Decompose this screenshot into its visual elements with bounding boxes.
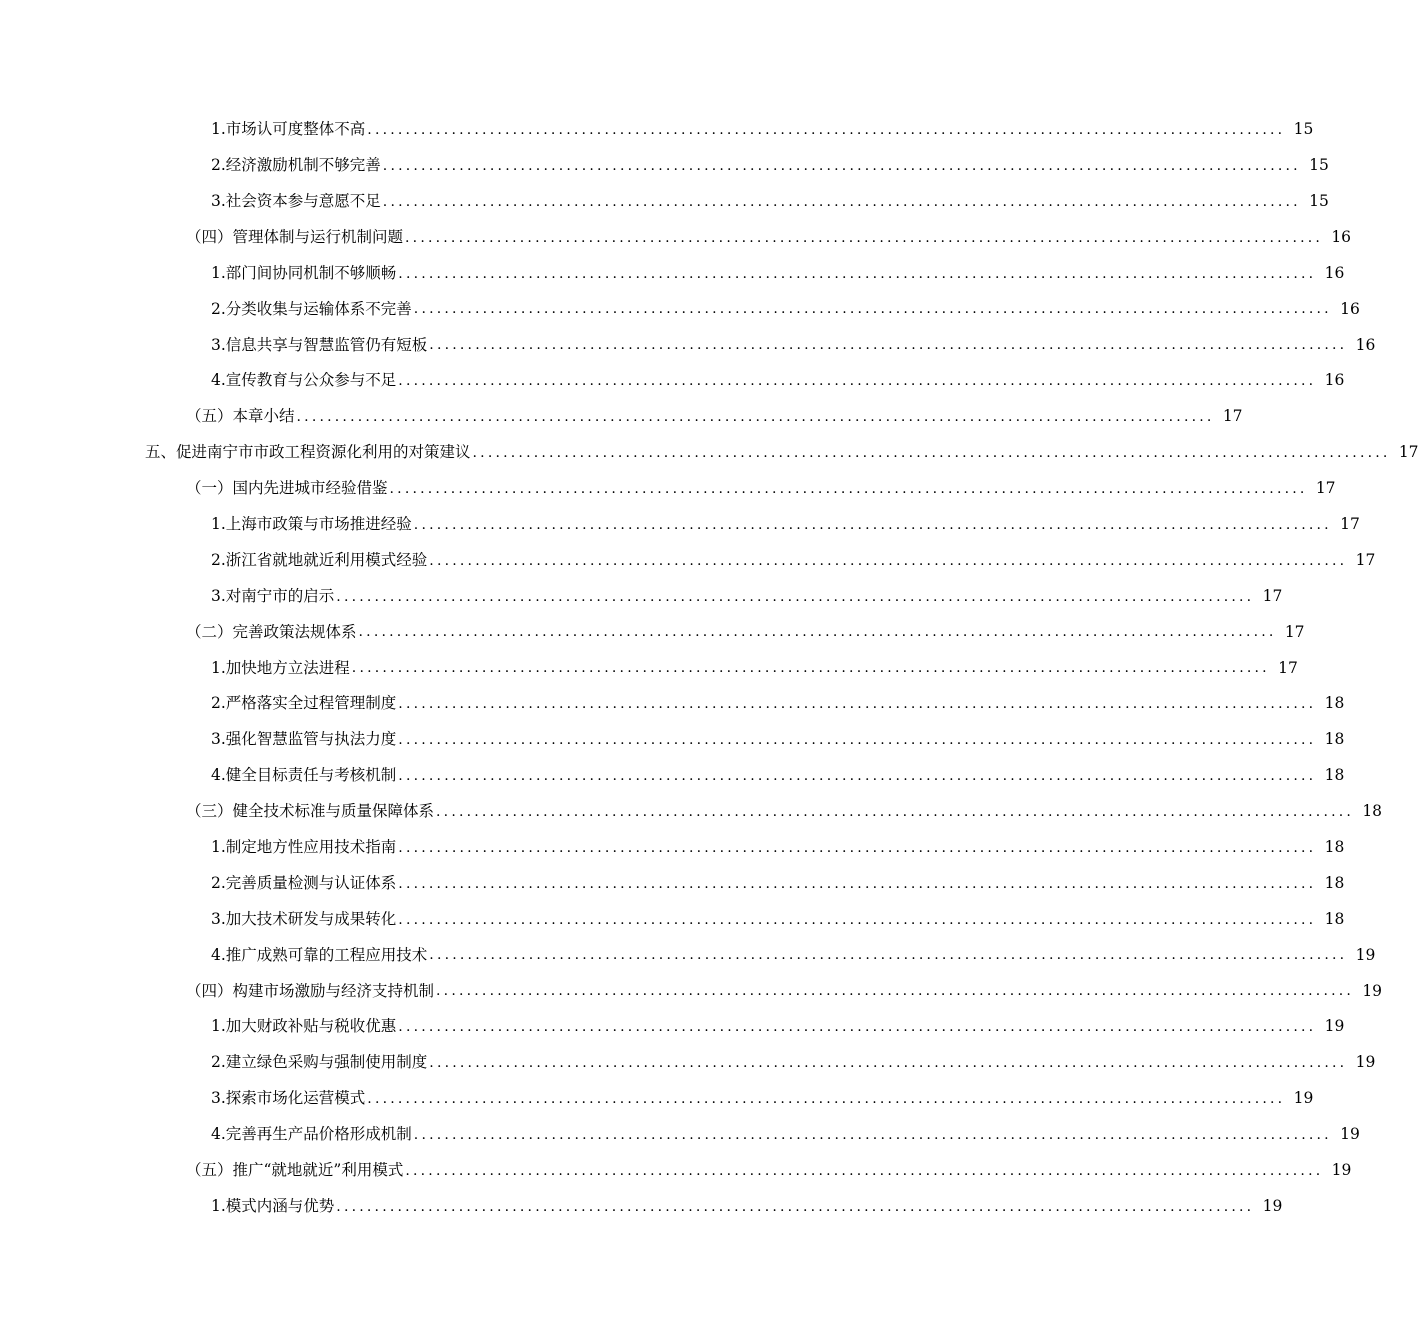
- toc-dot-leader: ........................................................................................................................: [398, 732, 1317, 749]
- toc-dot-leader: ........................................................................................................................: [405, 1162, 1324, 1179]
- toc-entry[interactable]: [0, 1153, 1352, 1189]
- toc-entry-title: 2.完善质量检测与认证体系: [211, 873, 397, 892]
- toc-entry-title: 3.对南宁市的启示: [211, 586, 335, 605]
- toc-entry-title: （五）本章小结: [186, 407, 295, 426]
- toc-dot-leader: ........................................................................................................................: [398, 839, 1317, 856]
- toc-entry[interactable]: [0, 866, 1345, 902]
- toc-page-number: 19: [1362, 981, 1383, 1000]
- toc-entry-title: （二）完善政策法规体系: [186, 622, 357, 641]
- toc-page-number: 18: [1324, 873, 1345, 892]
- toc-entry[interactable]: [0, 112, 1314, 148]
- toc-entry-title: 1.上海市政策与市场推进经验: [211, 514, 412, 533]
- toc-page-number: 19: [1324, 1017, 1345, 1036]
- toc-entry[interactable]: [0, 148, 1329, 184]
- table-of-contents: [0, 112, 1419, 1225]
- toc-page-number: 16: [1331, 227, 1352, 246]
- toc-dot-leader: ........................................................................................................................: [398, 1019, 1317, 1036]
- toc-page-number: 17: [1340, 514, 1360, 533]
- toc-page-number: 19: [1355, 1053, 1376, 1072]
- toc-entry[interactable]: [0, 471, 1336, 507]
- toc-entry-title: 3.加大技术研发与成果转化: [211, 909, 397, 928]
- toc-page-number: 17: [1222, 407, 1243, 426]
- toc-entry-title: 4.推广成熟可靠的工程应用技术: [211, 945, 428, 964]
- toc-dot-leader: ........................................................................................................................: [472, 444, 1391, 461]
- toc-entry-title: 2.严格落实全过程管理制度: [211, 694, 397, 713]
- toc-dot-leader: ........................................................................................................................: [429, 337, 1348, 354]
- toc-page-number: 18: [1324, 694, 1345, 713]
- toc-dot-leader: ........................................................................................................................: [429, 1055, 1348, 1072]
- toc-entry[interactable]: [0, 399, 1243, 435]
- toc-page-number: 17: [1284, 622, 1305, 641]
- toc-entry[interactable]: [0, 973, 1383, 1009]
- toc-page-number: 18: [1324, 838, 1345, 856]
- toc-entry[interactable]: [0, 830, 1345, 866]
- toc-page-number: 17: [1278, 658, 1298, 677]
- toc-dot-leader: ........................................................................................................................: [413, 516, 1332, 533]
- toc-dot-leader: ........................................................................................................................: [367, 1090, 1286, 1107]
- toc-entry[interactable]: [0, 722, 1345, 758]
- toc-entry[interactable]: [0, 650, 1298, 686]
- toc-dot-leader: ........................................................................................................................: [382, 193, 1301, 210]
- toc-dot-leader: ........................................................................................................................: [398, 911, 1317, 928]
- toc-page-number: 18: [1324, 909, 1345, 928]
- toc-entry-title: 五、促进南宁市市政工程资源化利用的对策建议: [145, 443, 471, 462]
- toc-entry[interactable]: [0, 256, 1345, 292]
- toc-entry[interactable]: [0, 184, 1329, 220]
- toc-dot-leader: ........................................................................................................................: [398, 767, 1317, 784]
- toc-entry-title: 2.建立绿色采购与强制使用制度: [211, 1053, 428, 1072]
- toc-page-number: 17: [1355, 550, 1376, 569]
- toc-page-number: 19: [1262, 1196, 1283, 1215]
- toc-entry-title: （三）健全技术标准与质量保障体系: [186, 802, 435, 821]
- toc-entry[interactable]: [0, 1009, 1345, 1045]
- toc-entry-title: （四）管理体制与运行机制问题: [186, 227, 404, 246]
- toc-dot-leader: ........................................................................................................................: [382, 157, 1301, 174]
- toc-page-number: 18: [1324, 730, 1345, 749]
- toc-page-number: 16: [1324, 263, 1345, 282]
- toc-entry[interactable]: [0, 220, 1352, 256]
- toc-dot-leader: ........................................................................................................................: [296, 409, 1215, 426]
- toc-entry-title: 2.分类收集与运输体系不完善: [211, 299, 412, 318]
- toc-dot-leader: ........................................................................................................................: [367, 121, 1286, 138]
- toc-page-number: 15: [1293, 120, 1314, 139]
- toc-entry[interactable]: [0, 1045, 1376, 1081]
- toc-entry-title: （四）构建市场激励与经济支持机制: [186, 981, 435, 1000]
- toc-dot-leader: ........................................................................................................................: [436, 803, 1355, 820]
- toc-entry[interactable]: [0, 902, 1345, 938]
- toc-dot-leader: ........................................................................................................................: [413, 1126, 1332, 1143]
- toc-entry[interactable]: [0, 507, 1360, 543]
- toc-entry[interactable]: [0, 363, 1345, 399]
- toc-entry[interactable]: [0, 1081, 1314, 1117]
- toc-entry-title: 1.制定地方性应用技术指南: [211, 838, 397, 856]
- toc-dot-leader: ........................................................................................................................: [351, 660, 1270, 677]
- toc-page-number: 19: [1355, 945, 1376, 964]
- toc-page-number: 19: [1340, 1125, 1360, 1144]
- toc-entry-title: 1.加快地方立法进程: [211, 658, 350, 677]
- toc-entry-title: 3.强化智慧监管与执法力度: [211, 730, 397, 749]
- toc-dot-leader: ........................................................................................................................: [413, 301, 1332, 318]
- toc-entry-title: 1.市场认可度整体不高: [211, 120, 366, 139]
- toc-dot-leader: ........................................................................................................................: [389, 480, 1308, 497]
- toc-page-number: 16: [1340, 299, 1360, 318]
- toc-dot-leader: ........................................................................................................................: [336, 588, 1255, 605]
- toc-page-number: 18: [1324, 766, 1345, 785]
- toc-dot-leader: ........................................................................................................................: [398, 373, 1317, 390]
- toc-dot-leader: ........................................................................................................................: [398, 696, 1317, 713]
- toc-page-number: 15: [1309, 191, 1329, 210]
- toc-page-number: 16: [1324, 371, 1345, 390]
- toc-entry-title: 1.部门间协同机制不够顺畅: [211, 263, 397, 282]
- toc-entry-title: 1.加大财政补贴与税收优惠: [211, 1017, 397, 1036]
- toc-page-number: 18: [1362, 802, 1383, 821]
- toc-entry-title: 2.经济激励机制不够完善: [211, 156, 381, 175]
- toc-entry-title: 4.完善再生产品价格形成机制: [211, 1125, 412, 1144]
- toc-entry-title: 4.宣传教育与公众参与不足: [211, 371, 397, 390]
- toc-dot-leader: ........................................................................................................................: [398, 875, 1317, 892]
- toc-page-number: 15: [1309, 156, 1329, 175]
- toc-dot-leader: ........................................................................................................................: [429, 552, 1348, 569]
- toc-entry-title: 3.信息共享与智慧监管仍有短板: [211, 335, 428, 354]
- toc-entry[interactable]: [0, 794, 1383, 830]
- toc-dot-leader: ........................................................................................................................: [398, 265, 1317, 282]
- toc-page-number: 17: [1262, 586, 1283, 605]
- toc-entry[interactable]: [0, 543, 1376, 579]
- toc-entry-title: 3.社会资本参与意愿不足: [211, 191, 381, 210]
- toc-dot-leader: ........................................................................................................................: [405, 229, 1324, 246]
- toc-entry-title: 3.探索市场化运营模式: [211, 1089, 366, 1108]
- toc-page-number: 19: [1293, 1089, 1314, 1108]
- toc-dot-leader: ........................................................................................................................: [429, 947, 1348, 964]
- toc-entry[interactable]: [0, 327, 1376, 363]
- toc-entry-title: （一）国内先进城市经验借鉴: [186, 479, 388, 498]
- toc-entry[interactable]: [0, 1117, 1360, 1153]
- toc-entry[interactable]: [0, 614, 1305, 650]
- toc-page-number: 17: [1315, 479, 1336, 498]
- toc-dot-leader: ........................................................................................................................: [436, 983, 1355, 1000]
- toc-entry[interactable]: [0, 435, 1419, 471]
- toc-page-number: 19: [1331, 1161, 1352, 1180]
- toc-page-number: 17: [1398, 443, 1419, 462]
- toc-entry[interactable]: [0, 937, 1376, 973]
- toc-dot-leader: ........................................................................................................................: [358, 624, 1277, 641]
- toc-page-number: 16: [1355, 335, 1376, 354]
- toc-entry-title: 4.健全目标责任与考核机制: [211, 766, 397, 785]
- toc-entry-title: 2.浙江省就地就近利用模式经验: [211, 550, 428, 569]
- toc-entry-title: （五）推广“就地就近”利用模式: [186, 1161, 404, 1180]
- toc-entry[interactable]: [0, 758, 1345, 794]
- toc-dot-leader: ........................................................................................................................: [336, 1198, 1255, 1215]
- toc-entry-title: 1.模式内涵与优势: [211, 1196, 335, 1215]
- toc-entry[interactable]: [0, 686, 1345, 722]
- toc-entry[interactable]: [0, 579, 1283, 615]
- toc-entry[interactable]: [0, 291, 1360, 327]
- toc-entry[interactable]: [0, 1189, 1283, 1225]
